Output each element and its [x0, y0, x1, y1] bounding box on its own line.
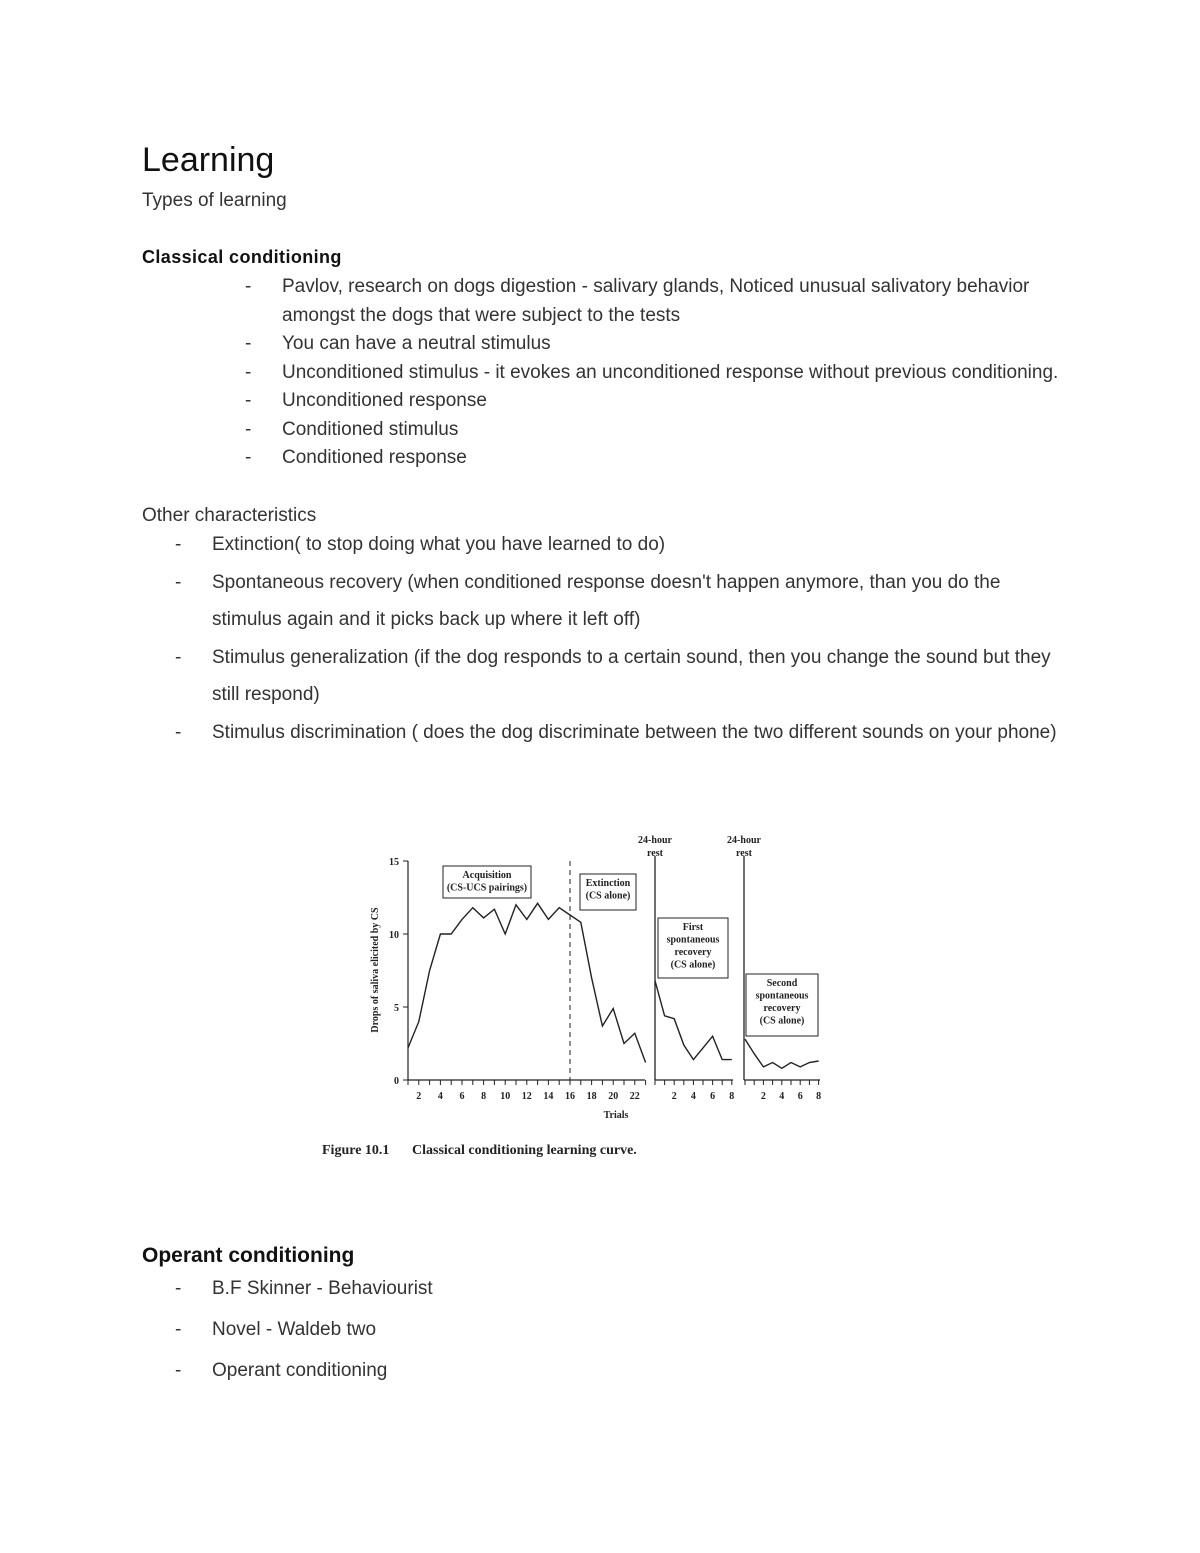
x-tick-label: 12 [521, 1091, 532, 1102]
x-tick-label: 2 [416, 1091, 422, 1102]
list-item-text: Stimulus discrimination ( does the dog discriminate between the two different sounds on your phone) [212, 721, 1057, 743]
dash-bullet: - [175, 1319, 182, 1340]
dash-bullet: - [245, 276, 252, 297]
dash-bullet: - [175, 1360, 182, 1381]
dash-bullet: - [175, 571, 182, 593]
dash-bullet: - [245, 418, 252, 440]
annotation-label: (CS alone) [759, 1015, 805, 1027]
other-characteristics-heading: Other characteristics [142, 505, 317, 526]
dash-bullet: - [175, 534, 182, 555]
list-item-text: Extinction( to stop doing what you have learned to do) [212, 534, 666, 555]
x-tick-label: 18 [586, 1091, 597, 1102]
list-item [175, 1268, 912, 1309]
x-tick-label: 2 [671, 1091, 677, 1102]
y-tick-label: 10 [389, 930, 399, 941]
dash-bullet: - [245, 361, 252, 383]
x-tick-label: 8 [729, 1091, 735, 1102]
annotation-label: First [682, 922, 704, 933]
dash-bullet: - [245, 447, 252, 468]
list-item-text: You can have a neutral stimulus [282, 333, 551, 354]
operant-conditioning-heading: Operant conditioning [142, 1244, 355, 1267]
x-tick-label: 20 [608, 1091, 619, 1102]
annotation-label: Acquisition [462, 870, 512, 881]
x-axis-label: Trials [603, 1110, 629, 1121]
x-tick-label: 4 [779, 1091, 785, 1102]
y-tick-label: 15 [389, 857, 399, 868]
figure-caption-number: Figure 10.1 [322, 1143, 390, 1158]
annotation-label: spontaneous [755, 990, 809, 1002]
x-tick-label: 6 [459, 1091, 465, 1102]
classical-conditioning-heading: Classical conditioning [142, 247, 342, 267]
series-line-first-spontaneous-recovery [655, 981, 732, 1060]
rest-header-label: 24-hour [727, 835, 761, 846]
y-tick-label: 5 [394, 1003, 399, 1014]
list-item-text: Conditioned stimulus [282, 418, 459, 440]
annotation-label: Extinction [585, 878, 631, 889]
x-tick-label: 4 [437, 1091, 443, 1102]
x-tick-label: 22 [629, 1091, 640, 1102]
x-tick-label: 8 [816, 1091, 822, 1102]
annotation-label: recovery [674, 947, 712, 958]
annotation-label: (CS-UCS pairings) [446, 882, 528, 894]
chart-labels [370, 835, 821, 1121]
rest-header-label: 24-hour [638, 835, 672, 846]
x-tick-label: 6 [797, 1091, 803, 1102]
list-item [175, 1309, 912, 1350]
list-item-text: Spontaneous recovery (when conditioned response doesn't happen anymore, than you do the stimulus again and it picks back up where it left off) [212, 571, 1001, 630]
list-item-text: Operant conditioning [212, 1360, 388, 1381]
list-item-text: Unconditioned response [282, 390, 487, 411]
annotation-label: (CS alone) [585, 890, 631, 902]
list-item-text: Stimulus generalization (if the dog responds to a certain sound, then you change the sound but they still respond) [212, 646, 1051, 705]
list-item-text: Unconditioned stimulus - it evokes an unconditioned response without previous conditioning. [282, 361, 1059, 383]
x-tick-label: 14 [543, 1091, 554, 1102]
series-line-acquisition-extinction [408, 903, 646, 1062]
page-subtitle: Types of learning [142, 190, 287, 211]
annotation-label: recovery [763, 1003, 801, 1014]
dash-bullet: - [245, 390, 252, 411]
rest-header-label: rest [736, 848, 752, 859]
y-tick-label: 0 [394, 1076, 399, 1087]
annotation-label: (CS alone) [670, 959, 716, 971]
list-item [175, 1350, 912, 1391]
x-tick-label: 16 [565, 1091, 575, 1102]
y-axis-label: Drops of saliva elicited by CS [370, 907, 381, 1033]
x-tick-label: 4 [690, 1091, 696, 1102]
dash-bullet: - [175, 1278, 182, 1299]
list-item-text: Novel - Waldeb two [212, 1319, 377, 1340]
x-tick-label: 6 [710, 1091, 716, 1102]
list-item-text: Conditioned response [282, 447, 467, 468]
series-line-second-spontaneous-recovery [745, 1039, 819, 1068]
list-item-text: Pavlov, research on dogs digestion - salivary glands, Noticed unusual salivatory behavior amongst the dogs that were subject to the tests [282, 276, 1030, 326]
dash-bullet: - [245, 333, 252, 354]
dash-bullet: - [175, 646, 182, 668]
operant-conditioning-list [175, 1268, 912, 1391]
list-item-text: B.F Skinner - Behaviourist [212, 1278, 433, 1299]
annotation-label: Second [766, 978, 798, 989]
rest-header-label: rest [647, 848, 663, 859]
page-title: Learning [142, 141, 275, 179]
dash-bullet: - [175, 721, 182, 743]
x-tick-label: 10 [500, 1091, 511, 1102]
figure-caption-text: Classical conditioning learning curve. [412, 1143, 637, 1158]
x-tick-label: 2 [760, 1091, 766, 1102]
x-tick-label: 8 [481, 1091, 487, 1102]
annotation-label: spontaneous [666, 934, 720, 946]
